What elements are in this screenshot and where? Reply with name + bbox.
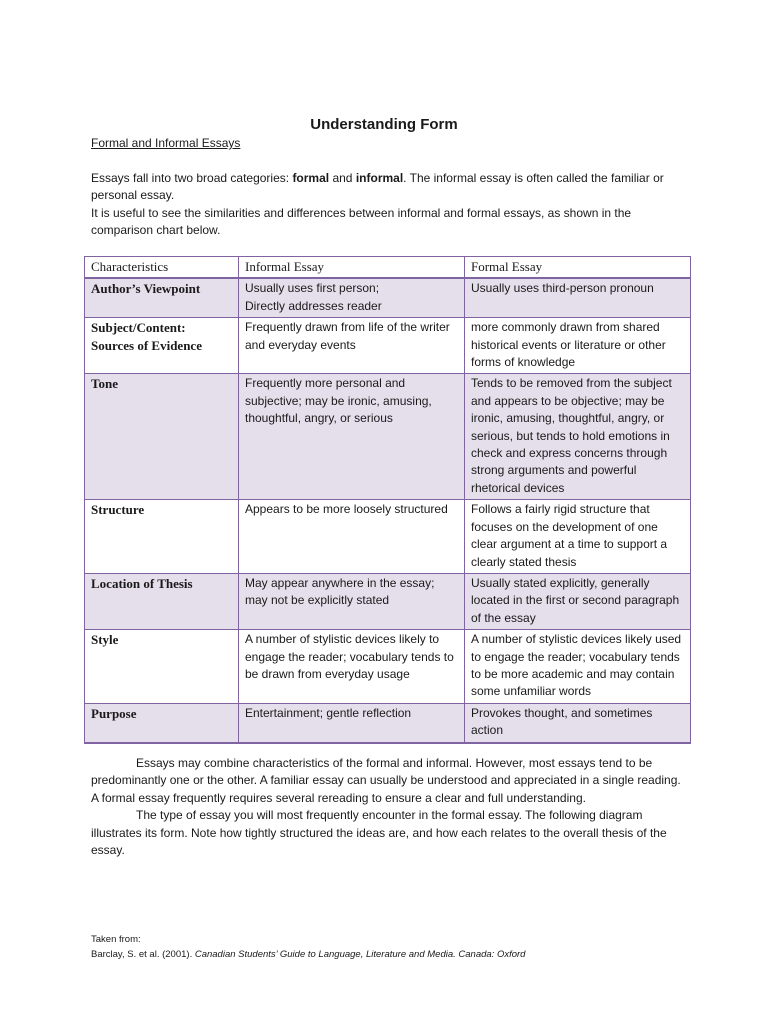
citation-work-title: Canadian Students’ Guide to Language, Literature and Media. Canada: Oxford (194, 949, 526, 960)
row-formal: more commonly drawn from shared historical events or literature or other forms of knowledge (465, 318, 691, 374)
row-informal: Frequently more personal and subjective; may be ironic, amusing, thoughtful, angry, or serious (239, 374, 465, 500)
intro-bold-formal: formal (292, 171, 330, 185)
section-subtitle: Formal and Informal Essays (91, 136, 241, 150)
row-formal: Usually uses third-person pronoun (465, 278, 691, 317)
intro-text-a: Essays fall into two broad categories: (91, 171, 293, 185)
table-row-subject-content (85, 318, 691, 374)
intro-paragraph-1 (91, 170, 691, 205)
header-formal-essay: Formal Essay (465, 257, 691, 279)
intro-text-c: and (329, 171, 356, 185)
row-formal: A number of stylistic devices likely used to engage the reader; vocabulary tends to be more academic and may contain some unfamiliar words (465, 630, 691, 704)
header-informal-essay: Informal Essay (239, 257, 465, 279)
row-characteristic: Structure (85, 500, 239, 574)
table-row-structure (85, 500, 691, 574)
row-characteristic: Style (85, 630, 239, 704)
table-row-style (85, 630, 691, 704)
body-paragraph-2: The type of essay you will most frequently encounter in the formal essay. The following diagram illustrates its form. Note how tightly structured the ideas are, and how each relates to the overall thesis of the essay. (91, 808, 667, 858)
row-informal: Entertainment; gentle reflection (239, 703, 465, 742)
table-row-authors-viewpoint (85, 278, 691, 317)
body-paragraph-1: Essays may combine characteristics of the formal and informal. However, most essays tend to be predominantly one or the other. A familiar essay can usually be understood and appreciated in a single reading. A formal essay frequently requires several rereading to ensure a clear and full understanding. (91, 756, 681, 805)
row-informal: May appear anywhere in the essay; may not be explicitly stated (239, 573, 465, 629)
row-formal: Usually stated explicitly, generally located in the first or second paragraph of the essay (465, 573, 691, 629)
table-row-location-of-thesis (85, 573, 691, 629)
row-characteristic: Author’s Viewpoint (85, 278, 239, 317)
table-row-purpose (85, 703, 691, 742)
table-header-row (85, 257, 691, 279)
row-formal: Provokes thought, and sometimes action (465, 703, 691, 742)
header-characteristics: Characteristics (85, 257, 239, 279)
body-text (91, 755, 687, 859)
source-citation (91, 932, 525, 962)
row-characteristic: Tone (85, 374, 239, 500)
row-informal: A number of stylistic devices likely to engage the reader; vocabulary tends to be drawn from everyday usage (239, 630, 465, 704)
citation-authors: Barclay, S. et al. (2001). (91, 949, 195, 960)
row-informal: Frequently drawn from life of the writer and everyday events (239, 318, 465, 374)
source-label: Taken from: (91, 934, 141, 945)
row-characteristic: Subject/Content: Sources of Evidence (85, 318, 239, 374)
source-reference (91, 947, 525, 962)
row-informal: Appears to be more loosely structured (239, 500, 465, 574)
row-characteristic: Location of Thesis (85, 573, 239, 629)
row-formal: Tends to be removed from the subject and appears to be objective; may be ironic, amusing, thoughtful, angry, or serious, but tends to hold emotions in check and express concerns through strong arguments and powerful rhetorical devices (465, 374, 691, 500)
page-title: Understanding Form (310, 116, 458, 133)
intro-paragraph-2: It is useful to see the similarities and differences between informal and formal essays, as shown in the comparison chart below. (91, 205, 632, 238)
table-row-tone (85, 374, 691, 500)
row-informal: Usually uses first person; Directly addresses reader (239, 278, 465, 317)
comparison-table (84, 256, 691, 744)
row-formal: Follows a fairly rigid structure that focuses on the development of one clear argument at a time to support a clearly stated thesis (465, 500, 691, 574)
row-characteristic: Purpose (85, 703, 239, 742)
intro-text (91, 170, 691, 240)
intro-text-d: . The informal essay is often called the familiar or personal essay. (91, 171, 664, 203)
intro-bold-informal: informal (355, 171, 404, 185)
